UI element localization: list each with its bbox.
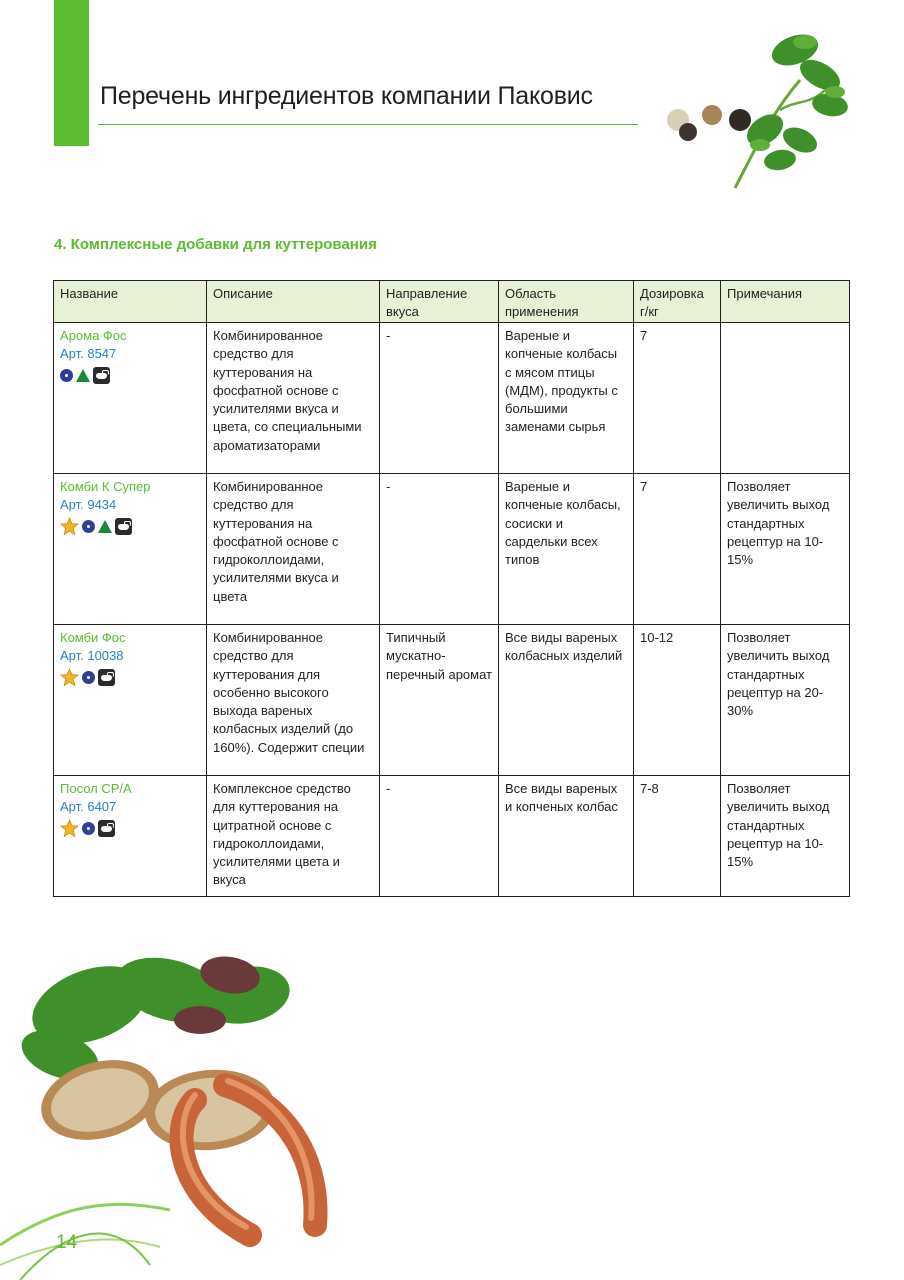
application-cell: Все виды вареных колбасных изделий	[499, 625, 634, 776]
product-name: Комби Фос	[60, 630, 126, 645]
name-cell	[54, 323, 207, 474]
star-icon	[60, 517, 79, 536]
property-icons	[60, 517, 200, 537]
page-title: Перечень ингредиентов компании Паковис	[100, 82, 593, 110]
hand-icon	[93, 367, 110, 384]
description-cell: Комбинированное средство для куттерования на фосфатной основе с усилителями вкуса и цвета, со специальными ароматизаторами	[207, 323, 380, 474]
circle-icon	[82, 671, 95, 684]
triangle-icon	[98, 520, 112, 533]
product-name: Арома Фос	[60, 328, 127, 343]
column-header-name: Название	[54, 281, 207, 323]
hand-icon	[98, 669, 115, 686]
flavor-cell: -	[380, 323, 499, 474]
application-cell: Все виды вареных и копченых колбас	[499, 776, 634, 897]
star-icon	[60, 819, 79, 838]
column-header-notes: Примечания	[721, 281, 850, 323]
article-number: Арт. 6407	[60, 799, 117, 815]
column-header-dosage: Дозировка г/кг	[634, 281, 721, 323]
application-cell: Вареные и копченые колбасы, сосиски и сардельки всех типов	[499, 474, 634, 625]
name-cell	[54, 474, 207, 625]
table-row	[54, 625, 850, 776]
table-row	[54, 776, 850, 897]
title-divider	[98, 124, 638, 125]
dosage-cell: 7-8	[634, 776, 721, 897]
article-number: Арт. 8547	[60, 346, 117, 362]
table-row	[54, 323, 850, 474]
circle-icon	[82, 822, 95, 835]
name-cell	[54, 776, 207, 897]
table-header-row	[54, 281, 850, 323]
hand-icon	[115, 518, 132, 535]
notes-cell: Позволяет увеличить выход стандартных рецептур на 10-15%	[721, 776, 850, 897]
notes-cell: Позволяет увеличить выход стандартных рецептур на 20-30%	[721, 625, 850, 776]
notes-cell: Позволяет увеличить выход стандартных рецептур на 10-15%	[721, 474, 850, 625]
sausage-bread-illustration	[0, 935, 340, 1280]
dosage-cell: 7	[634, 474, 721, 625]
column-header-description: Описание	[207, 281, 380, 323]
circle-icon	[82, 520, 95, 533]
parsley-pepper-illustration	[660, 20, 860, 195]
section-title: 4. Комплексные добавки для куттерования	[54, 236, 377, 253]
column-header-application: Область применения	[499, 281, 634, 323]
green-accent-bar	[54, 0, 89, 146]
flavor-cell: -	[380, 474, 499, 625]
page-number: 14	[56, 1232, 78, 1253]
property-icons	[60, 819, 200, 839]
product-name: Комби К Супер	[60, 479, 151, 494]
dosage-cell: 7	[634, 323, 721, 474]
flavor-cell: -	[380, 776, 499, 897]
application-cell: Вареные и копченые колбасы с мясом птицы (МДМ), продукты с большими заменами сырья	[499, 323, 634, 474]
hand-icon	[98, 820, 115, 837]
notes-cell	[721, 323, 850, 474]
product-name: Посол СР/А	[60, 781, 132, 796]
article-number: Арт. 10038	[60, 648, 124, 664]
description-cell: Комбинированное средство для куттерования для особенно высокого выхода вареных колбасных изделий (до 160%). Содержит специи	[207, 625, 380, 776]
dosage-cell: 10-12	[634, 625, 721, 776]
ingredients-table	[53, 280, 850, 897]
flavor-cell: Типичный мускатно-перечный аромат	[380, 625, 499, 776]
property-icons	[60, 366, 200, 386]
circle-icon	[60, 369, 73, 382]
description-cell: Комбинированное средство для куттерования на фосфатной основе с гидроколлоидами, усилителями вкуса и цвета	[207, 474, 380, 625]
article-number: Арт. 9434	[60, 497, 117, 513]
triangle-icon	[76, 369, 90, 382]
description-cell: Комплексное средство для куттерования на цитратной основе с гидроколлоидами, усилителями цвета и вкуса	[207, 776, 380, 897]
star-icon	[60, 668, 79, 687]
column-header-flavor: Направление вкуса	[380, 281, 499, 323]
property-icons	[60, 668, 200, 688]
name-cell	[54, 625, 207, 776]
table-row	[54, 474, 850, 625]
